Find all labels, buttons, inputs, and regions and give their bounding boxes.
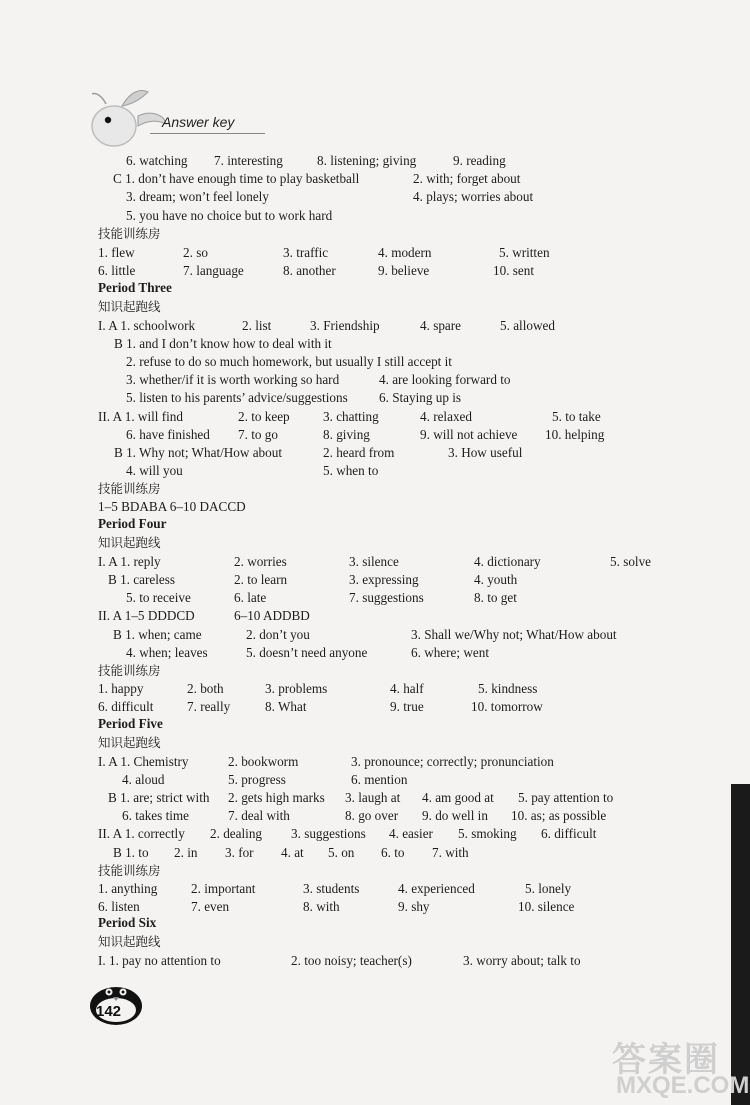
watermark-logo: 答案圈 (612, 1040, 720, 1080)
answer-text: 5. smoking (458, 826, 517, 841)
answer-text: 6. difficult (98, 699, 154, 714)
answer-text: 7. deal with (228, 808, 290, 823)
answer-text: 4. easier (389, 826, 433, 841)
answer-text: 4. modern (378, 245, 432, 260)
answer-text: 3. dream; won’t feel lonely (126, 189, 269, 204)
answer-text: 3. suggestions (291, 826, 366, 841)
answer-text: 4. experienced (398, 881, 475, 896)
answer-text: 2. dealing (210, 826, 263, 841)
answer-text: I. A 1. schoolwork (98, 318, 196, 333)
answer-text: 4. spare (420, 318, 462, 333)
answer-text: 3. students (303, 881, 360, 896)
answer-text: 4. half (390, 681, 424, 696)
answer-text: 2. gets high marks (228, 790, 325, 805)
answer-text: 8. with (303, 899, 340, 914)
answer-text: 10. as; as possible (511, 808, 607, 823)
answer-text: 2. too noisy; teacher(s) (291, 953, 412, 968)
answer-text: 7. interesting (214, 153, 283, 168)
answer-text: 4. are looking forward to (379, 372, 511, 387)
answer-text: 7. even (191, 899, 230, 914)
answer-text: 8. to get (474, 590, 517, 605)
answer-text: 5. progress (228, 772, 286, 787)
answer-text: 3. silence (349, 554, 399, 569)
answer-text: 6. takes time (122, 808, 190, 823)
answer-text: 9. do well in (422, 808, 488, 823)
answer-text: 6. mention (351, 772, 408, 787)
answer-text: 4. plays; worries about (413, 189, 534, 204)
answer-text: 6. late (234, 590, 267, 605)
answer-text: 6. listen (98, 899, 140, 914)
answer-text: 7. suggestions (349, 590, 424, 605)
answer-text: 5. lonely (525, 881, 572, 896)
answer-text: 5. doesn’t need anyone (246, 645, 368, 660)
answer-text: 8. listening; giving (317, 153, 417, 168)
answer-text: II. A 1. will find (98, 409, 183, 424)
answer-text: 5. solve (610, 554, 652, 569)
answer-text: 9. reading (453, 153, 506, 168)
watermark-url: MXQE.COM (616, 1072, 750, 1099)
section-heading: Period Three (98, 280, 172, 295)
answer-text: 2. bookworm (228, 754, 299, 769)
answer-text: 6–10 ADDBD (234, 608, 310, 623)
answer-text: 3. chatting (323, 409, 379, 424)
apple-logo-icon (78, 80, 170, 152)
answer-text: 5. to take (552, 409, 601, 424)
answer-text: 10. tomorrow (471, 699, 543, 714)
answer-text: 1. flew (98, 245, 135, 260)
answer-text: 6. where; went (411, 645, 489, 660)
subsection-label: 技能训练房 (98, 863, 161, 878)
answer-text: 7. language (183, 263, 244, 278)
answer-text: 2. in (174, 845, 198, 860)
header-divider (150, 133, 265, 134)
answer-text: B 1. Why not; What/How about (114, 445, 283, 460)
answer-text: 4. aloud (122, 772, 165, 787)
answer-text: I. A 1. reply (98, 554, 161, 569)
answer-text: 6. Staying up is (379, 390, 462, 405)
answer-text: 3. whether/if it is worth working so hard (126, 372, 340, 387)
answer-text: 3. traffic (283, 245, 329, 260)
answer-text: 1. anything (98, 881, 158, 896)
answer-text: 9. shy (398, 899, 430, 914)
section-heading: Period Four (98, 516, 167, 531)
answer-text: II. A 1–5 DDDCD (98, 608, 195, 623)
answer-text: 2. refuse to do so much homework, but usually I still accept it (126, 354, 452, 369)
answer-text: II. A 1. correctly (98, 826, 185, 841)
answer-text: 7. really (187, 699, 231, 714)
answer-text: 3. Friendship (310, 318, 380, 333)
answer-text: 2. don’t you (246, 627, 310, 642)
answer-text: 2. so (183, 245, 208, 260)
answer-text: B 1. are; strict with (108, 790, 210, 805)
answer-text: 4. at (281, 845, 304, 860)
answer-text: 5. written (499, 245, 550, 260)
answer-text: 3. pronounce; correctly; pronunciation (351, 754, 554, 769)
answer-text: B 1. to (113, 845, 149, 860)
page-number: 142 (96, 1003, 122, 1020)
answer-text: 2. with; forget about (413, 171, 521, 186)
answer-text: B 1. when; came (113, 627, 202, 642)
answer-text: 5. you have no choice but to work hard (126, 208, 333, 223)
answer-text: 5. listen to his parents’ advice/suggestions (126, 390, 348, 405)
answer-text: 2. list (242, 318, 272, 333)
answer-text: I. A 1. Chemistry (98, 754, 189, 769)
answer-text: B 1. careless (108, 572, 176, 587)
answer-text: 6. watching (126, 153, 188, 168)
subsection-label: 技能训练房 (98, 663, 161, 678)
answer-text: 6. to (381, 845, 405, 860)
answer-text: 3. expressing (349, 572, 419, 587)
answer-text: 5. allowed (500, 318, 555, 333)
answer-text: 2. heard from (323, 445, 395, 460)
answer-text: 9. true (390, 699, 424, 714)
answer-text: 8. giving (323, 427, 370, 442)
section-heading: Period Five (98, 716, 163, 731)
subsection-label: 知识起跑线 (98, 535, 161, 550)
page-edge-tab (731, 784, 750, 1105)
answer-text: I. 1. pay no attention to (98, 953, 221, 968)
answer-text: 2. worries (234, 554, 287, 569)
answer-text: 4. when; leaves (126, 645, 208, 660)
answer-text: 6. difficult (541, 826, 597, 841)
header-title: Answer key (162, 114, 235, 130)
answer-text: 8. go over (345, 808, 399, 823)
answer-text: 10. helping (545, 427, 605, 442)
subsection-label: 知识起跑线 (98, 299, 161, 314)
subsection-label: 知识起跑线 (98, 934, 161, 949)
answer-text: 1. happy (98, 681, 144, 696)
answer-text: C 1. don’t have enough time to play basketball (113, 171, 360, 186)
answer-text: 5. when to (323, 463, 379, 478)
answer-text: 2. both (187, 681, 224, 696)
answer-text: 10. silence (518, 899, 575, 914)
answer-text: B 1. and I don’t know how to deal with it (114, 336, 332, 351)
answer-text: 2. important (191, 881, 256, 896)
subsection-label: 技能训练房 (98, 226, 161, 241)
answer-text: 6. have finished (126, 427, 210, 442)
answer-text: 2. to keep (238, 409, 290, 424)
answer-text: 9. believe (378, 263, 430, 278)
answer-text: 3. worry about; talk to (463, 953, 581, 968)
answer-text: 5. pay attention to (518, 790, 614, 805)
answer-text: 5. on (328, 845, 355, 860)
answer-text: 8. What (265, 699, 307, 714)
answer-text: 10. sent (493, 263, 535, 278)
answer-text: 5. kindness (478, 681, 538, 696)
answer-text: 9. will not achieve (420, 427, 518, 442)
answer-text: 3. for (225, 845, 254, 860)
answer-text: 6. little (98, 263, 136, 278)
answer-text: 5. to receive (126, 590, 191, 605)
section-heading: Period Six (98, 915, 157, 930)
answer-text: 2. to learn (234, 572, 288, 587)
answer-text: 4. am good at (422, 790, 494, 805)
answer-text: 7. to go (238, 427, 278, 442)
answer-text: 4. relaxed (420, 409, 472, 424)
answer-text: 4. youth (474, 572, 518, 587)
answer-text: 1–5 BDABA 6–10 DACCD (98, 499, 246, 514)
answer-text: 4. dictionary (474, 554, 541, 569)
answer-text: 3. Shall we/Why not; What/How about (411, 627, 617, 642)
subsection-label: 知识起跑线 (98, 735, 161, 750)
answer-text: 8. another (283, 263, 336, 278)
answer-text: 3. laugh at (345, 790, 401, 805)
answer-text: 3. How useful (448, 445, 523, 460)
answer-text: 3. problems (265, 681, 328, 696)
answer-text: 4. will you (126, 463, 183, 478)
subsection-label: 技能训练房 (98, 481, 161, 496)
answer-text: 7. with (432, 845, 469, 860)
